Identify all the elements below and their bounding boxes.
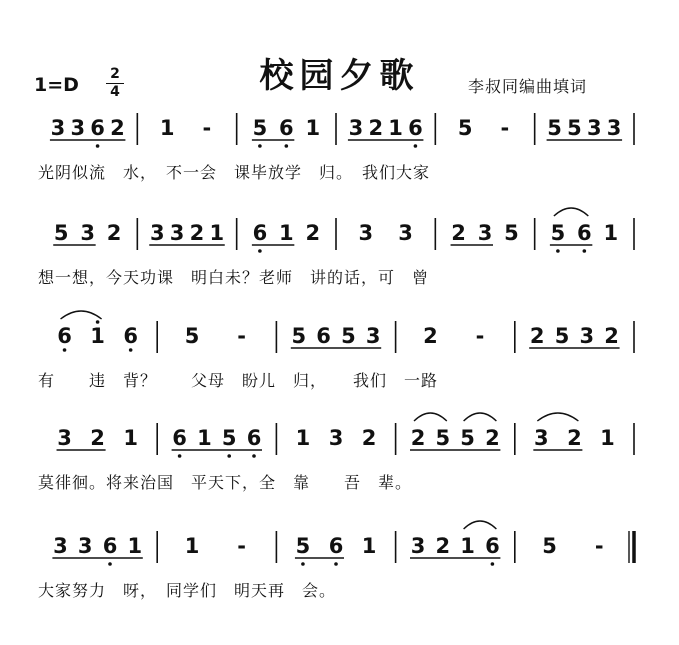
note: 2	[410, 426, 426, 450]
note: 5	[53, 221, 69, 245]
note: 5	[184, 324, 200, 348]
note: 5	[542, 534, 557, 558]
note: 3	[328, 426, 344, 450]
key-signature: 1=D	[34, 74, 79, 96]
low-octave-dot	[258, 144, 262, 148]
note: 1	[159, 116, 175, 140]
low-octave-dot	[178, 454, 182, 458]
note: 3	[50, 116, 66, 140]
note: 2	[110, 116, 125, 140]
note: 6	[316, 324, 331, 348]
note: 3	[606, 116, 622, 140]
note: 5	[295, 534, 311, 558]
note: 1	[197, 426, 212, 450]
note: 2	[567, 426, 582, 450]
note: 2	[435, 534, 451, 558]
note: 1	[460, 534, 475, 558]
note: 5	[504, 221, 519, 245]
note: 3	[169, 221, 185, 245]
low-octave-dot	[108, 562, 112, 566]
note: 6	[172, 426, 187, 450]
note: 5	[547, 116, 562, 140]
low-octave-dot	[414, 144, 418, 148]
note: 3	[358, 221, 374, 245]
note: 2	[361, 426, 377, 450]
note: 2	[451, 221, 466, 245]
note: 3	[586, 116, 602, 140]
note: 3	[149, 221, 165, 245]
note: 2	[189, 221, 205, 245]
note: 6	[485, 534, 500, 558]
slur	[554, 208, 588, 216]
note: 3	[348, 116, 364, 140]
note: 6	[57, 324, 72, 348]
slur	[537, 413, 578, 421]
note: 3	[80, 221, 95, 245]
note: 3	[53, 534, 68, 558]
note: 1	[279, 221, 294, 245]
low-octave-dot	[252, 454, 256, 458]
note: 6	[577, 221, 592, 245]
note: 2	[368, 116, 384, 140]
note: 3	[477, 221, 493, 245]
note: 5	[457, 116, 473, 140]
note: 1	[90, 324, 105, 348]
lyric-line: 想一想，今天功课 明白未？老师 讲的话，可 曾	[38, 268, 430, 287]
low-octave-dot	[491, 562, 495, 566]
high-octave-dot	[96, 320, 100, 324]
note: 5	[221, 426, 237, 450]
time-signature-bottom: 4	[110, 84, 120, 100]
note: 2	[485, 426, 500, 450]
note: 6	[123, 324, 138, 348]
note: 1	[184, 534, 200, 558]
note: 6	[252, 221, 268, 245]
slur	[464, 413, 497, 421]
dash-note: -	[237, 324, 246, 348]
low-octave-dot	[63, 348, 67, 352]
note: 3	[70, 116, 86, 140]
dash-note: -	[500, 116, 510, 140]
note: 3	[410, 534, 426, 558]
note: 5	[554, 324, 570, 348]
note: 2	[423, 324, 438, 348]
low-octave-dot	[556, 249, 560, 253]
note: 5	[460, 426, 475, 450]
low-octave-dot	[227, 454, 231, 458]
note: 3	[365, 324, 381, 348]
note: 5	[550, 221, 566, 245]
low-octave-dot	[334, 562, 338, 566]
lyric-line: 光阴似流 水， 不一会 课毕放学 归。 我们大家	[38, 163, 431, 182]
note: 1	[361, 534, 377, 558]
dash-note: -	[594, 534, 604, 558]
note: 3	[579, 324, 595, 348]
composer-credit: 李叔同编曲填词	[468, 77, 588, 96]
low-octave-dot	[583, 249, 587, 253]
slur	[61, 311, 102, 319]
note: 3	[77, 534, 93, 558]
note: 6	[408, 116, 423, 140]
note: 1	[209, 221, 225, 245]
note: 1	[600, 426, 615, 450]
lyric-line: 有 违 背？ 父母 盼儿 归， 我们 一路	[38, 371, 439, 390]
note: 5	[435, 426, 451, 450]
note: 2	[604, 324, 619, 348]
note: 1	[603, 221, 619, 245]
note: 5	[252, 116, 268, 140]
slur	[414, 413, 447, 421]
note: 1	[388, 116, 403, 140]
note: 6	[279, 116, 294, 140]
low-octave-dot	[301, 562, 305, 566]
note: 1	[123, 426, 138, 450]
note: 1	[127, 534, 143, 558]
dash-note: -	[202, 116, 212, 140]
time-signature-top: 2	[110, 66, 120, 82]
low-octave-dot	[96, 144, 100, 148]
note: 2	[529, 324, 545, 348]
note: 5	[341, 324, 356, 348]
low-octave-dot	[285, 144, 289, 148]
low-octave-dot	[129, 348, 133, 352]
dash-note: -	[475, 324, 485, 348]
dash-note: -	[237, 534, 246, 558]
note: 3	[57, 426, 72, 450]
low-octave-dot	[258, 249, 262, 253]
note: 6	[328, 534, 344, 558]
note: 5	[567, 116, 582, 140]
note: 5	[291, 324, 307, 348]
note: 1	[305, 116, 321, 140]
note: 3	[398, 221, 413, 245]
slur	[464, 521, 497, 529]
note: 2	[305, 221, 321, 245]
note: 6	[90, 116, 105, 140]
note: 1	[295, 426, 311, 450]
lyric-line: 大家努力 呀， 同学们 明天再 会。	[38, 581, 337, 600]
note: 6	[102, 534, 118, 558]
note: 2	[106, 221, 122, 245]
song-title: 校园夕歌	[259, 56, 420, 96]
note: 6	[246, 426, 262, 450]
note: 2	[90, 426, 105, 450]
note: 3	[534, 426, 549, 450]
lyric-line: 莫徘徊。将来治国 平天下，全 靠 吾 辈。	[38, 473, 413, 492]
